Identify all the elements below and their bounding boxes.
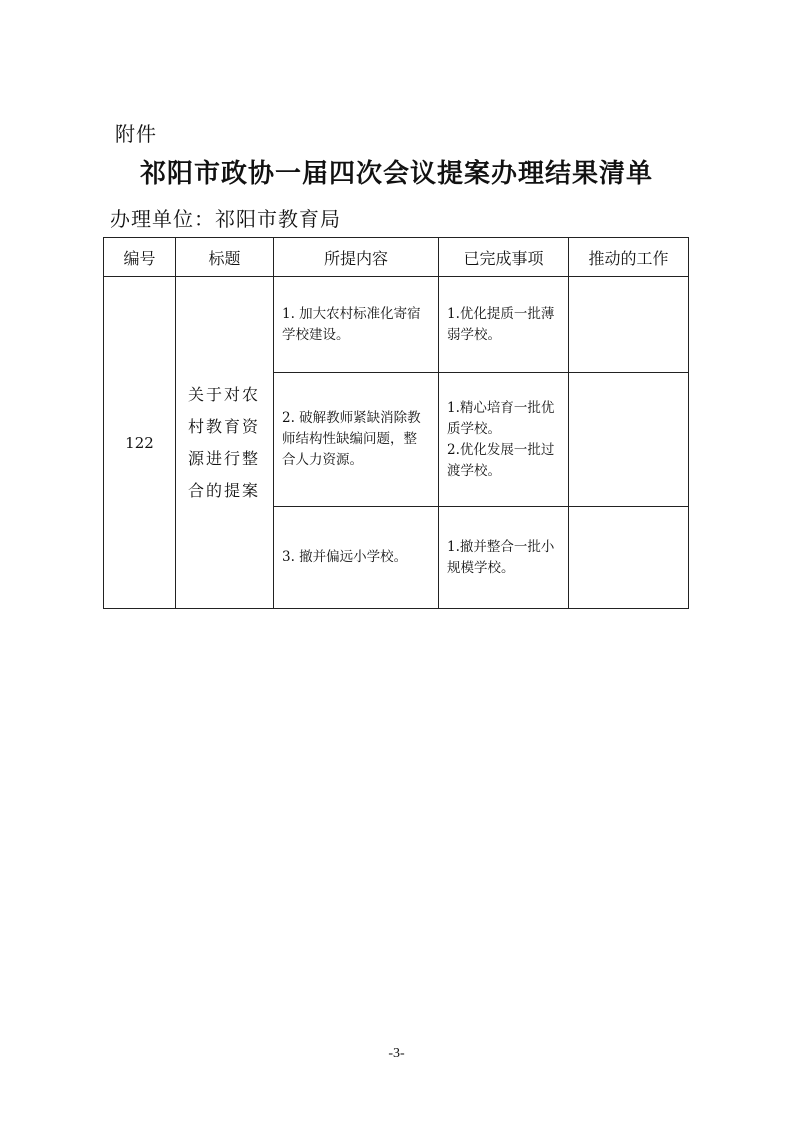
results-table bbox=[103, 237, 689, 609]
document-title: 祁阳市政协一届四次会议提案办理结果清单 bbox=[139, 159, 653, 189]
header-work: 推动的工作 bbox=[569, 238, 689, 277]
content-cell: 1. 加大农村标准化寄宿学校建设。 bbox=[274, 277, 439, 373]
work-cell bbox=[569, 277, 689, 373]
header-title: 标题 bbox=[176, 238, 274, 277]
header-content: 所提内容 bbox=[274, 238, 439, 277]
proposal-number: 122 bbox=[104, 277, 176, 609]
page-number: -3- bbox=[388, 1046, 405, 1061]
handling-unit: 办理单位：祁阳市教育局 bbox=[110, 207, 341, 231]
completed-cell: 1.撤并整合一批小规模学校。 bbox=[439, 507, 569, 609]
table-row bbox=[104, 277, 689, 373]
work-cell bbox=[569, 373, 689, 507]
content-cell: 2. 破解教师紧缺消除教师结构性缺编问题，整合人力资源。 bbox=[274, 373, 439, 507]
completed-cell: 1.精心培育一批优质学校。 2.优化发展一批过渡学校。 bbox=[439, 373, 569, 507]
header-number: 编号 bbox=[104, 238, 176, 277]
header-completed: 已完成事项 bbox=[439, 238, 569, 277]
table-header-row bbox=[104, 238, 689, 277]
attachment-label: 附件 bbox=[115, 122, 157, 146]
completed-cell: 1.优化提质一批薄弱学校。 bbox=[439, 277, 569, 373]
content-cell: 3. 撤并偏远小学校。 bbox=[274, 507, 439, 609]
proposal-title: 关于对农村教育资源进行整合的提案 bbox=[176, 277, 274, 609]
work-cell bbox=[569, 507, 689, 609]
